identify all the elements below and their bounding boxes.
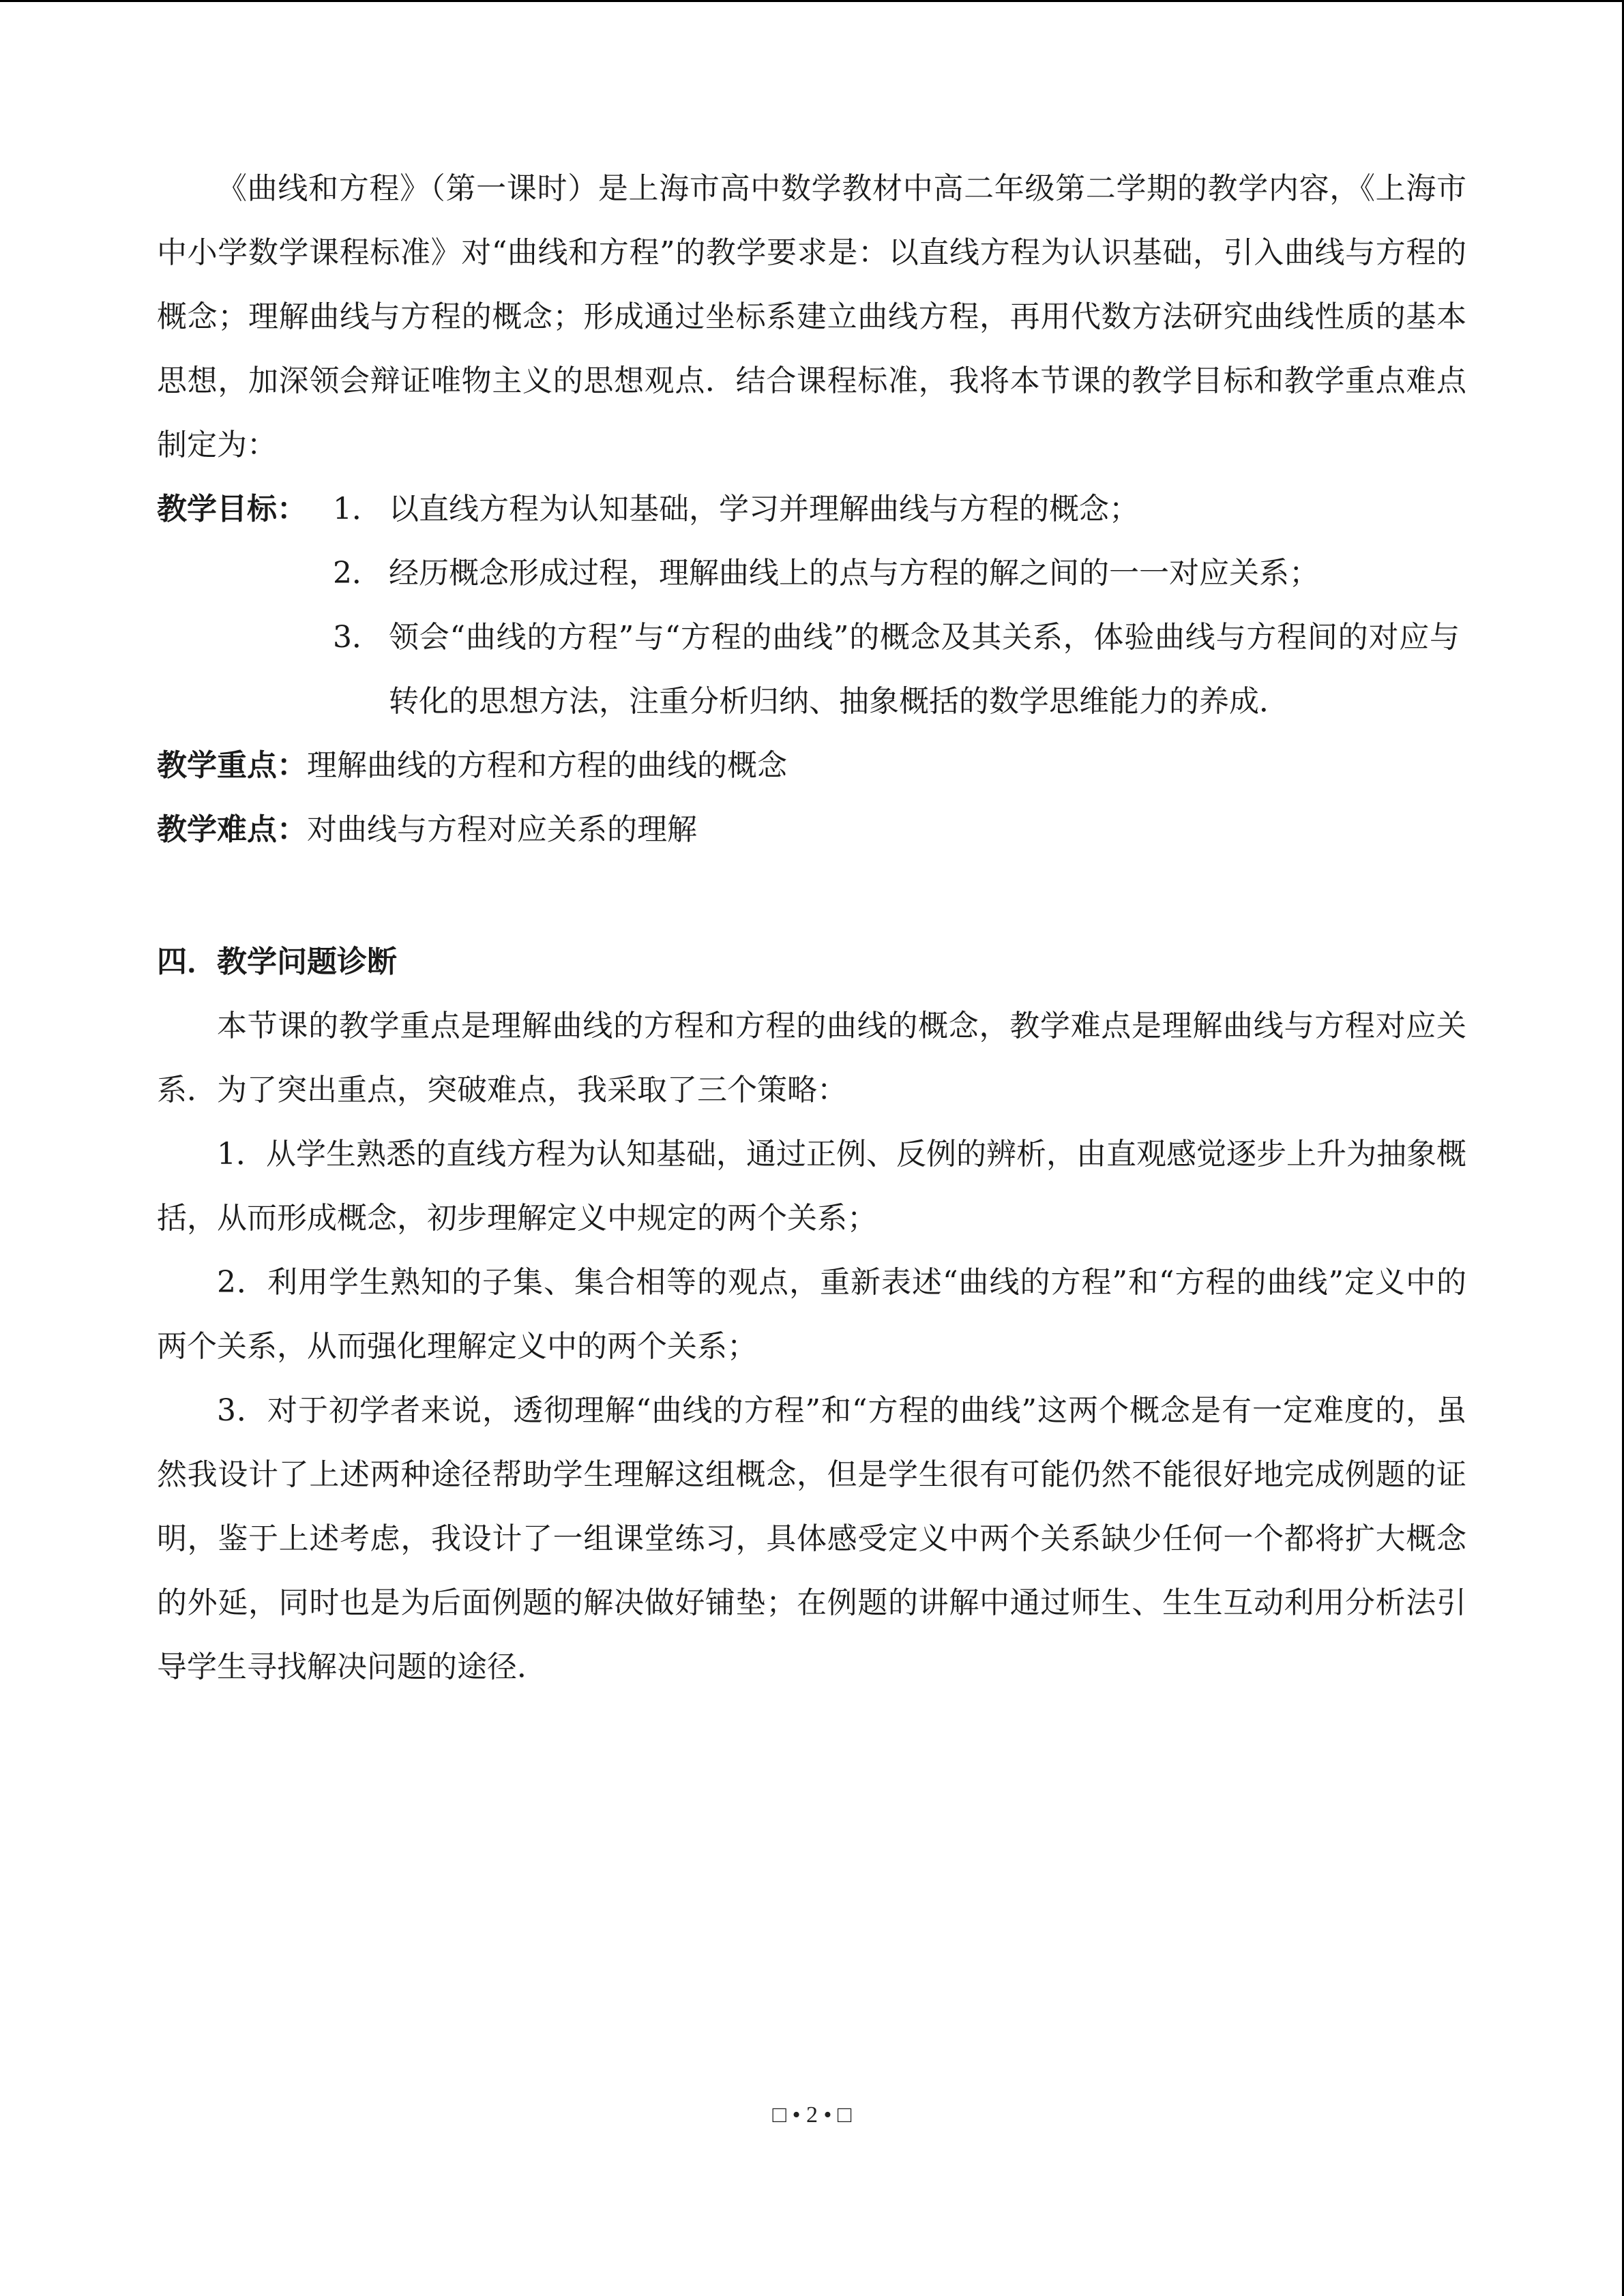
- strategy-paragraph: 1．从学生熟悉的直线方程为认知基础，通过正例、反例的辨析，由直观感觉逐步上升为抽象概括，从而形成概念，初步理解定义中规定的两个关系；: [157, 1137, 1466, 1236]
- difficulty-line: [157, 798, 1466, 862]
- goal-number: 1．: [333, 492, 382, 526]
- goal-number: 3．: [333, 620, 382, 655]
- goal-number: 2．: [333, 556, 382, 591]
- key-point-text: 理解曲线的方程和方程的曲线的概念: [307, 748, 787, 783]
- section-heading: 四．教学问题诊断: [157, 944, 397, 979]
- strategy-paragraph: 2．利用学生熟知的子集、集合相等的观点，重新表述“曲线的方程”和“方程的曲线”定义中的两个关系，从而强化理解定义中的两个关系；: [157, 1265, 1466, 1364]
- difficulty-label: 教学难点：: [157, 812, 307, 847]
- key-point-line: [157, 734, 1466, 798]
- document-body: [157, 157, 1466, 1699]
- goal-item: [333, 477, 1466, 541]
- intro-paragraph: 《曲线和方程》（第一课时）是上海市高中数学教材中高二年级第二学期的教学内容，《上海市中小学数学课程标准》对“曲线和方程”的教学要求是：以直线方程为认识基础，引入曲线与方程的概念；理解曲线与方程的概念；形成通过坐标系建立曲线方程，再用代数方法研究曲线性质的基本思想，加深领会辩证唯物主义的思想观点．结合课程标准，我将本节课的教学目标和教学重点难点制定为：: [157, 171, 1467, 462]
- goal-text: 以直线方程为认知基础，学习并理解曲线与方程的概念；: [389, 492, 1139, 526]
- key-point-label: 教学重点：: [157, 748, 307, 783]
- section-spacer: [157, 862, 1466, 930]
- teaching-goals-label: 教学目标：: [157, 492, 307, 526]
- goal-item: [333, 606, 1466, 734]
- goal-text: 经历概念形成过程，理解曲线上的点与方程的解之间的一一对应关系；: [389, 556, 1319, 591]
- goal-item: [333, 541, 1466, 606]
- goal-text: 领会“曲线的方程”与“方程的曲线”的概念及其关系，体验曲线与方程间的对应与转化的思想方法，注重分析归纳、抽象概括的数学思维能力的养成．: [389, 620, 1460, 719]
- strategy-paragraph: 3．对于初学者来说，透彻理解“曲线的方程”和“方程的曲线”这两个概念是有一定难度的，虽然我设计了上述两种途径帮助学生理解这组概念，但是学生很有可能仍然不能很好地完成例题的证明，鉴于上述考虑，我设计了一组课堂练习，具体感受定义中两个关系缺少任何一个都将扩大概念的外延，同时也是为后面例题的解决做好铺垫；在例题的讲解中通过师生、生生互动利用分析法引导学生寻找解决问题的途径．: [157, 1393, 1466, 1684]
- teaching-goals: [157, 477, 1466, 734]
- difficulty-text: 对曲线与方程对应关系的理解: [307, 812, 697, 847]
- page-number: □ • 2 • □: [772, 2102, 852, 2128]
- section-intro-paragraph: 本节课的教学重点是理解曲线的方程和方程的曲线的概念，教学难点是理解曲线与方程对应关系．为了突出重点，突破难点，我采取了三个策略：: [157, 1009, 1466, 1107]
